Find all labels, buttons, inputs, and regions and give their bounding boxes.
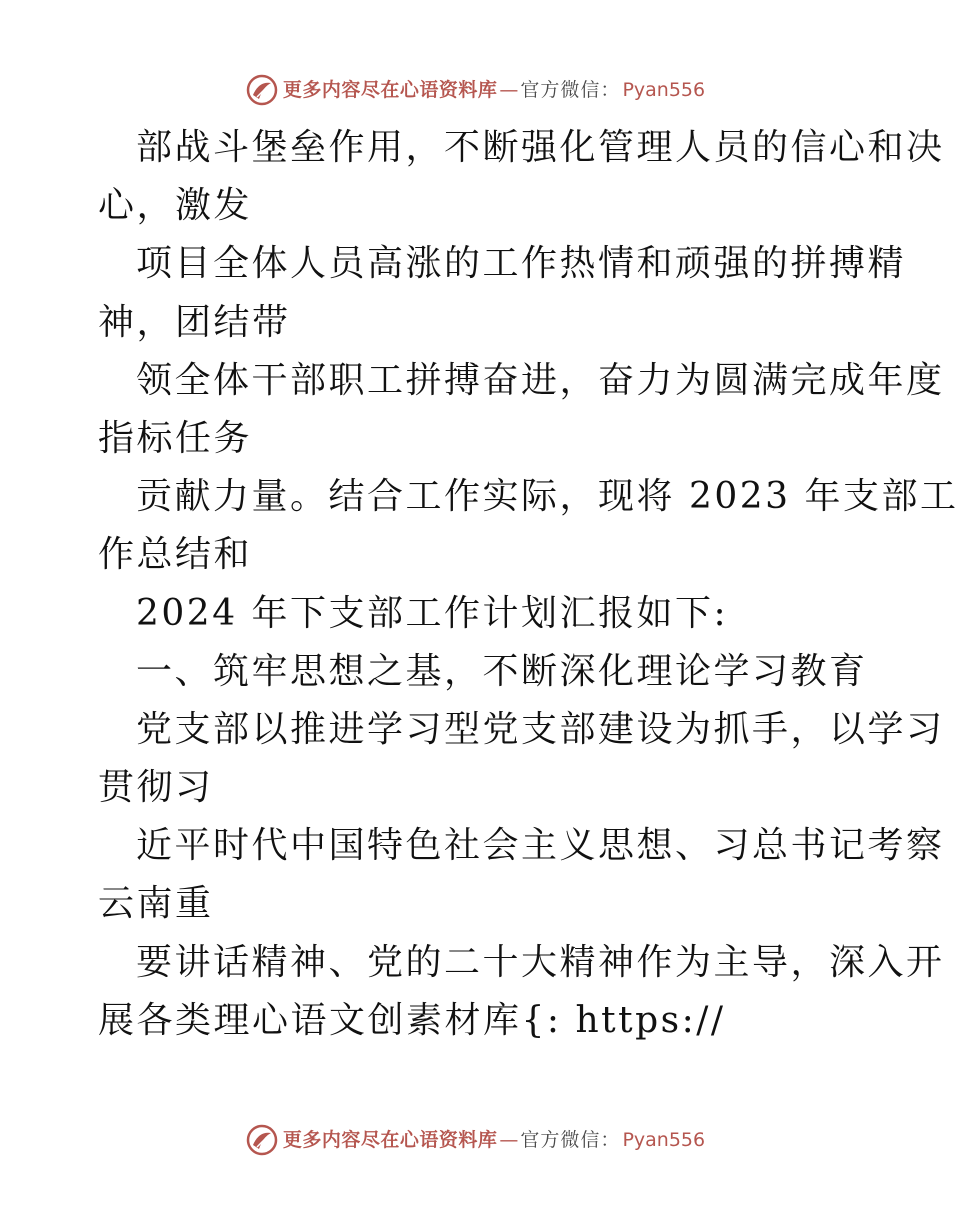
banner-separator: — <box>499 1129 519 1151</box>
wechat-label: 官方微信： <box>520 79 621 101</box>
text-line: 近平时代中国特色社会主义思想、习总书记考察 <box>136 825 945 867</box>
promo-text: 更多内容尽在心语资料库 <box>282 79 498 101</box>
text-line: 领全体干部职工拼搏奋进，奋力为圆满完成年度 <box>136 359 945 401</box>
text-line: 指标任务 <box>98 417 253 459</box>
wechat-id: Pyan556 <box>622 1129 706 1151</box>
footer-watermark-banner <box>0 1120 950 1160</box>
text-line: 展各类理心语文创素材库{: https:// <box>98 999 726 1041</box>
wechat-label: 官方微信： <box>520 1129 621 1151</box>
promo-text: 更多内容尽在心语资料库 <box>282 1129 498 1151</box>
banner-separator: — <box>499 79 519 101</box>
text-line: 贡献力量。结合工作实际，现将 2023 年支部工 <box>136 476 959 518</box>
wechat-id: Pyan556 <box>622 79 706 101</box>
brand-logo-icon <box>245 73 279 107</box>
text-line: 要讲话精神、党的二十大精神作为主导，深入开 <box>136 941 945 983</box>
text-line: 2024 年下支部工作计划汇报如下: <box>136 592 729 634</box>
text-line: 作总结和 <box>98 534 253 576</box>
section-heading: 一、筑牢思想之基，不断深化理论学习教育 <box>136 650 868 692</box>
text-line: 神，团结带 <box>98 301 291 343</box>
text-line: 项目全体人员高涨的工作热情和顽强的拼搏精 <box>136 243 907 285</box>
brand-logo-icon <box>245 1123 279 1157</box>
text-line: 心，激发 <box>98 185 253 227</box>
text-line: 贯彻习 <box>98 767 214 809</box>
text-line: 云南重 <box>98 883 214 925</box>
document-body <box>98 119 959 1050</box>
header-watermark-banner <box>0 70 950 110</box>
text-line: 党支部以推进学习型党支部建设为抓手，以学习 <box>136 708 945 750</box>
text-line: 部战斗堡垒作用，不断强化管理人员的信心和决 <box>136 127 945 168</box>
